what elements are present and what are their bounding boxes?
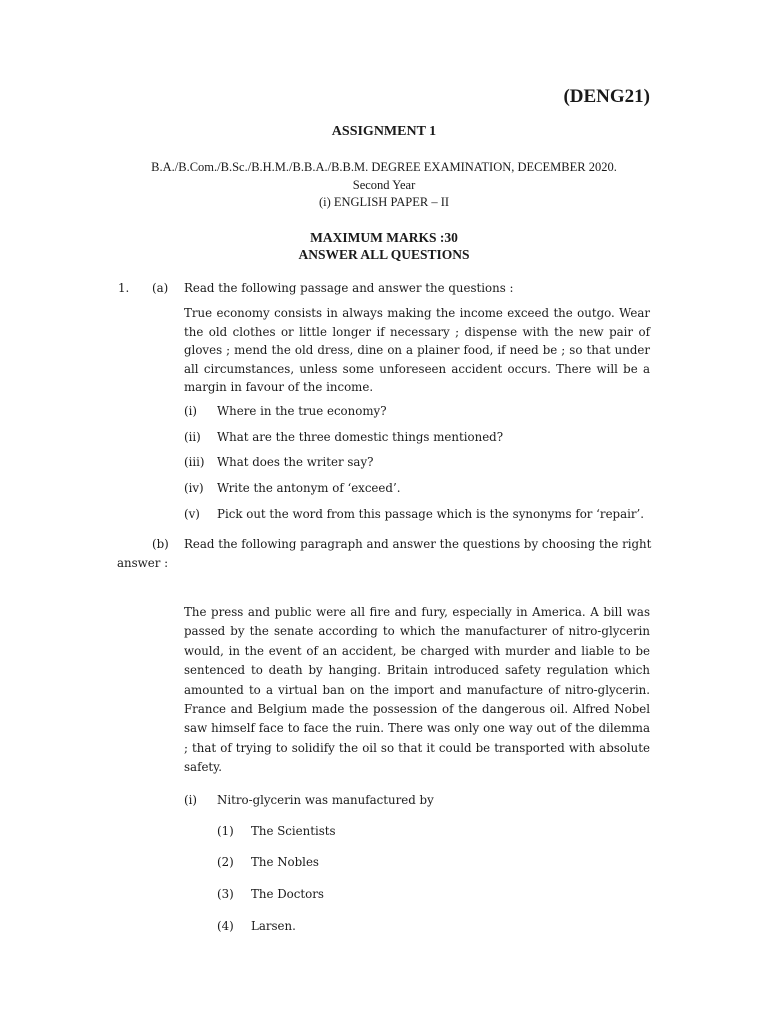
part-b-instruction-cont: answer :: [117, 556, 169, 570]
part-a-label: (a): [152, 281, 169, 295]
question-text: Write the antonym of ‘exceed’.: [217, 481, 401, 495]
year-line: Second Year: [352, 178, 416, 192]
option-label: (4): [217, 919, 234, 933]
part-a-passage: True economy consists in always making the income exceed the outgo. Wear the old clothes or little longer if necessary ; dispense with the new pair of gloves ; mend the old dress, dine on a plainer food, if need be ; so that under all circumstances, unless some unforeseen accident occurs. There will be a margin in favour of the income.: [184, 306, 650, 394]
option-label: (3): [217, 887, 234, 901]
question-text: Nitro-glycerin was manufactured by: [217, 793, 434, 807]
question-label: (ii): [184, 430, 201, 444]
part-b-instruction: Read the following paragraph and answer the questions by choosing the right: [184, 537, 652, 551]
option-text: The Scientists: [251, 824, 336, 838]
option-text: The Doctors: [251, 887, 324, 901]
paper-line: (i) ENGLISH PAPER – II: [318, 195, 450, 209]
question-text: What are the three domestic things mentioned?: [217, 430, 504, 444]
option-text: Larsen.: [251, 919, 296, 933]
question-text: Where in the true economy?: [217, 404, 387, 418]
question-text: What does the writer say?: [217, 455, 374, 469]
option-text: The Nobles: [251, 855, 319, 869]
option-label: (1): [217, 824, 234, 838]
assignment-title: ASSIGNMENT 1: [331, 124, 437, 139]
part-b-label: (b): [152, 537, 169, 551]
option-label: (2): [217, 855, 234, 869]
question-label: (i): [184, 793, 197, 807]
question-label: (v): [184, 507, 200, 521]
question-label: (i): [184, 404, 197, 418]
degree-line: B.A./B.Com./B.Sc./B.H.M./B.B.A./B.B.M. DEGREE EXAMINATION, DECEMBER 2020.: [151, 160, 617, 174]
max-marks: MAXIMUM MARKS :30: [310, 230, 458, 245]
part-a-instruction: Read the following passage and answer the questions :: [184, 281, 514, 295]
answer-instruction: ANSWER ALL QUESTIONS: [298, 247, 470, 262]
course-code: (DENG21): [563, 86, 650, 107]
question-number: 1.: [118, 281, 130, 295]
question-text: Pick out the word from this passage which is the synonyms for ‘repair’.: [217, 507, 645, 521]
part-b-passage: The press and public were all fire and fury, especially in America. A bill was passed by the senate according to which the manufacturer of nitro-glycerin would, in the event of an accident, be charged with murder and liable to be sentenced to death by hanging. Britain introduced safety regulation which amounted to a virtual ban on the import and manufacture of nitro-glycerin. France and Belgium made the possession of the dangerous oil. Alfred Nobel saw himself face to face the ruin. There was only one way out of the dilemma ; that of trying to solidify the oil so that it could be transported with absolute safety.: [184, 605, 650, 775]
question-label: (iii): [184, 455, 205, 469]
question-label: (iv): [184, 481, 204, 495]
